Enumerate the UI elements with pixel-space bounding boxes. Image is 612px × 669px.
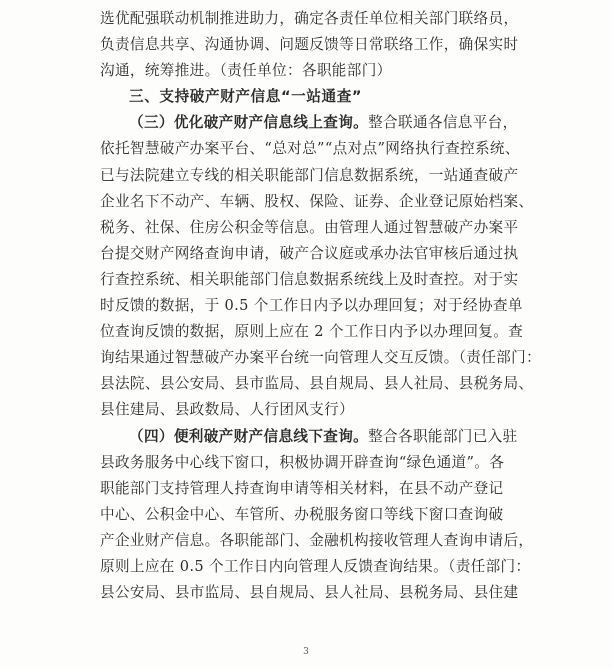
- section-heading: 三、支持破产财产信息“一站通查”: [129, 88, 363, 106]
- text-line: 位查询反馈的数据，原则上应在 2 个工作日内予以办理回复。查: [100, 323, 524, 341]
- text-line: 县政务服务中心线下窗口，积极协调开辟查询“绿色通道”。各: [100, 453, 505, 471]
- text-line: 县住建局、县政数局、人行团风支行）: [100, 401, 355, 419]
- text-line: 沟通，统筹推进。（责任单位：各职能部门）: [100, 62, 392, 80]
- text-line: 选优配强联动机制推进助力，确定各责任单位相关部门联络员，: [100, 10, 519, 27]
- text-line: 职能部门支持管理人持查询申请等相关材料，在县不动产登记: [100, 479, 504, 497]
- text-line: 行查控系统、相关职能部门信息数据系统线上及时查控。对于实: [100, 270, 519, 288]
- text-line: 县法院、县公安局、县市监局、县自规局、县人社局、县税务局、: [100, 375, 534, 393]
- text-span: 整合各职能部门已入驻: [368, 427, 518, 445]
- paragraph-lead: [100, 110, 520, 136]
- text-span: 整合联通各信息平台，: [368, 114, 518, 132]
- body-text: [100, 6, 542, 606]
- text-line: 原则上应在 0.5 个工作日内向管理人反馈查询结果。（责任部门：: [100, 557, 531, 575]
- text-line: 县公安局、县市监局、县自规局、县人社局、县税务局、县住建: [100, 584, 519, 602]
- paragraph-lead: [100, 424, 520, 450]
- subsection-title: （三）优化破产财产信息线上查询。: [129, 114, 369, 132]
- text-line: 产企业财产信息。各职能部门、金融机构接收管理人查询申请后，: [100, 531, 534, 549]
- text-line: 依托智慧破产办案平台、“总对总”“点对点”网络执行查控系统、: [100, 140, 520, 158]
- subsection-title: （四）便利破产财产信息线下查询。: [129, 427, 369, 445]
- text-line: 中心、公积金中心、车管所、办税服务窗口等线下窗口查询破: [100, 505, 504, 523]
- text-line: 负责信息共享、沟通协调、问题反馈等日常联络工作，确保实时: [100, 36, 519, 54]
- text-line: 已与法院建立专线的相关职能部门信息数据系统，一站通查破产: [100, 166, 519, 184]
- text-line: 税务、社保、住房公积金等信息。由管理人通过智慧破产办案平: [100, 218, 519, 236]
- text-line: 企业名下不动产、车辆、股权、保险、证券、企业登记原始档案、: [100, 192, 534, 210]
- text-line: 台提交财产网络查询申请，破产合议庭或承办法官审核后通过执: [100, 244, 519, 262]
- page-number: 3: [303, 647, 309, 657]
- text-line: 询结果通过智慧破产办案平台统一向管理人交互反馈。（责任部门：: [100, 349, 542, 367]
- text-line: 时反馈的数据，于 0.5 个工作日内予以办理回复；对于经协查单: [100, 297, 523, 315]
